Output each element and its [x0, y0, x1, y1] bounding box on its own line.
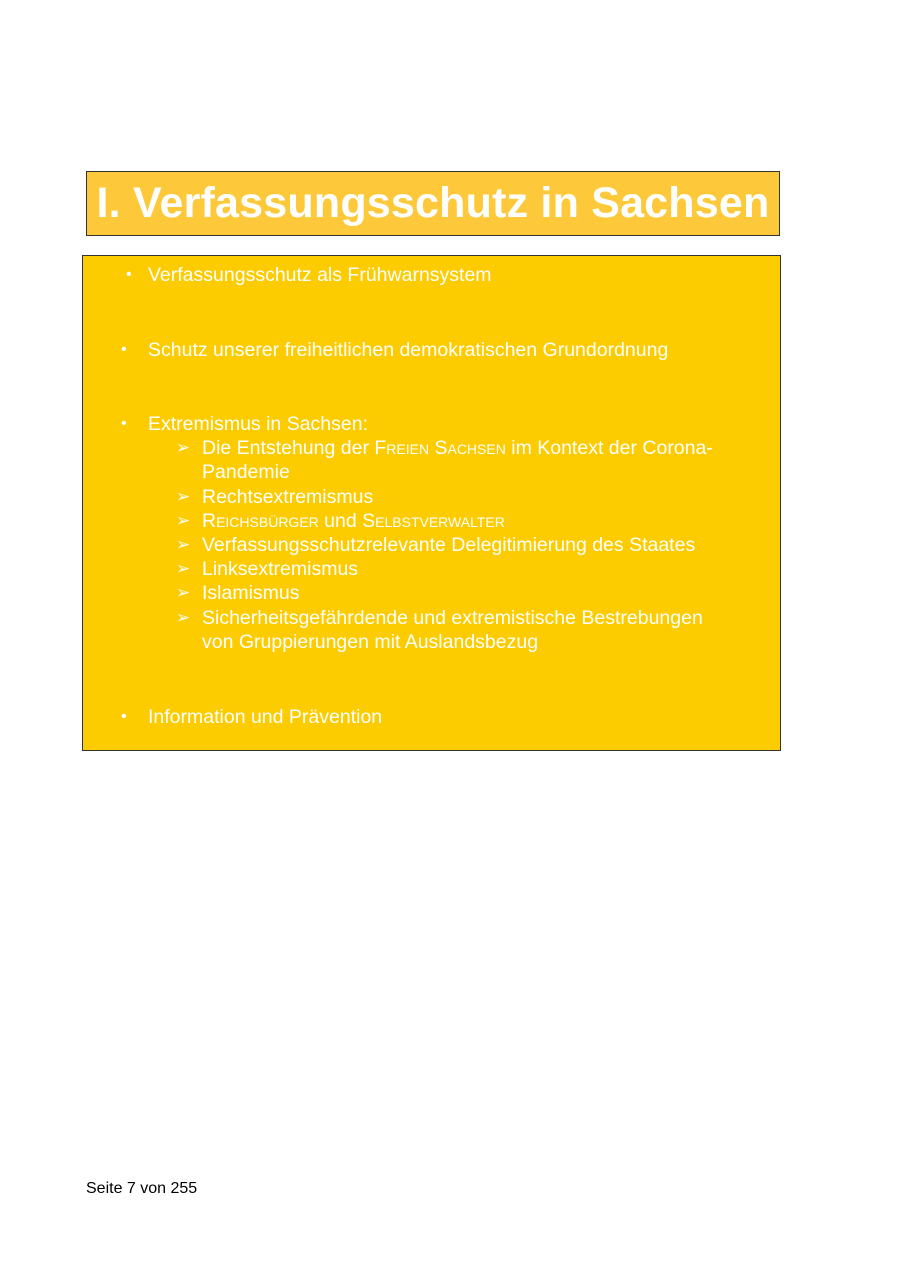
sub-item-smallcaps: Selbstverwalter	[362, 510, 505, 532]
sub-list-item: Islamismus	[202, 582, 300, 604]
sub-list-item: Verfassungsschutzrelevante Delegitimierung des Staates	[202, 534, 696, 556]
list-item: Schutz unserer freiheitlichen demokratischen Grundordnung	[148, 339, 669, 361]
sub-list-item	[202, 436, 713, 460]
bullet-icon: •	[121, 341, 127, 358]
sub-item-text: Die Entstehung der	[202, 437, 375, 459]
title-box	[86, 171, 780, 236]
page-title: I. Verfassungsschutz in Sachsen	[96, 179, 770, 227]
sub-list-item: Sicherheitsgefährdende und extremistische Bestrebungen	[202, 607, 703, 629]
arrow-bullet-icon: ➢	[176, 487, 191, 506]
list-item: Extremismus in Sachsen:	[148, 413, 368, 435]
bullet-icon: •	[121, 415, 127, 432]
arrow-bullet-icon: ➢	[176, 511, 191, 530]
sub-item-smallcaps: Freien Sachsen	[374, 437, 506, 459]
sub-list-item	[202, 509, 505, 533]
list-item: Information und Prävention	[148, 706, 383, 728]
arrow-bullet-icon: ➢	[176, 583, 191, 602]
sub-list-item-continuation: Pandemie	[202, 461, 290, 483]
arrow-bullet-icon: ➢	[176, 608, 191, 627]
sub-item-text: und	[318, 510, 363, 532]
arrow-bullet-icon: ➢	[176, 438, 191, 457]
list-item: Verfassungsschutz als Frühwarnsystem	[148, 264, 492, 286]
sub-item-smallcaps: Reichsbürger	[202, 510, 319, 532]
arrow-bullet-icon: ➢	[176, 559, 191, 578]
bullet-icon: •	[126, 266, 132, 283]
arrow-bullet-icon: ➢	[176, 535, 191, 554]
content-box	[82, 255, 781, 751]
sub-item-text: im Kontext der Corona-	[505, 437, 713, 459]
page-number: Seite 7 von 255	[86, 1180, 198, 1197]
sub-list-item: Linksextremismus	[202, 558, 359, 580]
bullet-icon: •	[121, 708, 127, 725]
sub-list-item: Rechtsextremismus	[202, 486, 374, 508]
sub-list-item-continuation: von Gruppierungen mit Auslandsbezug	[202, 631, 539, 653]
